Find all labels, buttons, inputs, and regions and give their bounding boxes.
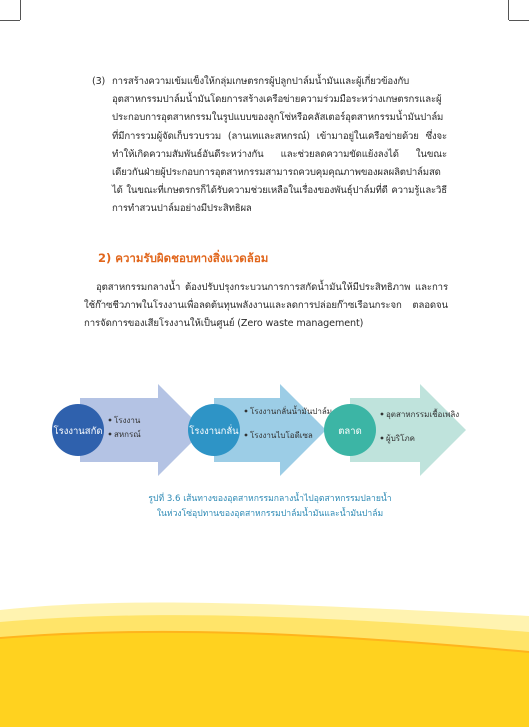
section-paragraph-text: อุตสาหกรรมกลางน้ำ ต้องปรับปรุงกระบวนการการสกัดน้ำมันให้มีประสิทธิภาพ และการใช้ก๊าซชีวภาพในโรงงานเพื่อลดต้นทุนพลังงานและลดการปล่อยก๊าซเรือนกระจก ตลอดจนการจัดการของเสียโรงงานให้เป็นศูนย์ (Zero waste management) bbox=[84, 282, 448, 330]
stage-3-item: อุตสาหกรรมเชื้อเพลิง bbox=[386, 410, 460, 419]
stage-1-label: โรงงานสกัด bbox=[53, 426, 103, 437]
stage-3-label: ตลาด bbox=[338, 426, 362, 437]
bullet bbox=[245, 410, 248, 413]
stage-3 bbox=[324, 384, 466, 476]
caption-line-2: ในห่วงโซ่อุปทานของอุตสาหกรรมปาล์มน้ำมันและน้ำมันปาล์ม bbox=[156, 509, 384, 519]
list-item-text: การสร้างความเข้มแข็งให้กลุ่มเกษตรกรผู้ปลูกปาล์มน้ำมันและผู้เกี่ยวข้องกับอุตสาหกรรมปาล์มน้ำมันโดยการสร้างเครือข่ายความร่วมมือระหว่างเกษตรกรและผู้ประกอบการอุตสาหกรรมในรูปแบบของลูกโซ่หรือคลัสเตอร์อุตสาหกรรมน้ำมันปาล์ม ที่มีการรวมผู้จัดเก็บรวบรวม (ลานเทและสหกรณ์) เข้ามาอยู่ในเครือข่ายด้วย ซึ่งจะทำให้เกิดความสัมพันธ์อันดีระหว่างกัน และช่วยลดความขัดแย้งลงได้ ในขณะเดียวกันฝ่ายผู้ประกอบการอุตสาหกรรมสามารถควบคุมคุณภาพของผลผลิตปาล์มสดได้ ในขณะที่เกษตรกรก็ได้รับความช่วยเหลือในเรื่องของพันธุ์ปาล์มที่ดี ความรู้และวิธีการทำสวนปาล์มอย่างมีประสิทธิผล bbox=[112, 76, 447, 215]
supply-chain-diagram bbox=[46, 380, 486, 480]
section-paragraph bbox=[84, 279, 448, 334]
bullet bbox=[109, 433, 112, 436]
caption-line-1: รูปที่ 3.6 เส้นทางของอุตสาหกรรมกลางน้ำไปอุตสาหกรรมปลายน้ำ bbox=[148, 494, 392, 504]
stage-1 bbox=[52, 384, 204, 476]
bullet bbox=[381, 437, 384, 440]
crop-mark bbox=[0, 20, 20, 21]
stage-2-item: โรงงานไบโอดีเซล bbox=[250, 431, 313, 440]
figure-caption bbox=[90, 492, 450, 522]
bullet bbox=[381, 413, 384, 416]
decorative-wave-band bbox=[0, 592, 529, 727]
stage-2-item-line: โรงงานกลั่นน้ำมันปาล์ม bbox=[250, 407, 333, 416]
bullet bbox=[109, 419, 112, 422]
section-heading: 2) ความรับผิดชอบทางสิ่งแวดล้อม bbox=[98, 251, 269, 265]
list-item-3 bbox=[92, 73, 447, 219]
bullet bbox=[245, 434, 248, 437]
stage-2-label: โรงงานกลั่น bbox=[189, 426, 239, 437]
stage-1-item: สหกรณ์ bbox=[114, 430, 141, 439]
crop-mark bbox=[508, 0, 509, 20]
stage-1-item: โรงงาน bbox=[114, 416, 141, 425]
stage-2-item bbox=[250, 405, 332, 416]
crop-mark bbox=[20, 0, 21, 20]
stage-2 bbox=[188, 384, 332, 476]
list-number: (3) bbox=[92, 76, 106, 87]
stage-3-item: ผู้บริโภค bbox=[386, 434, 415, 443]
crop-mark bbox=[509, 20, 529, 21]
